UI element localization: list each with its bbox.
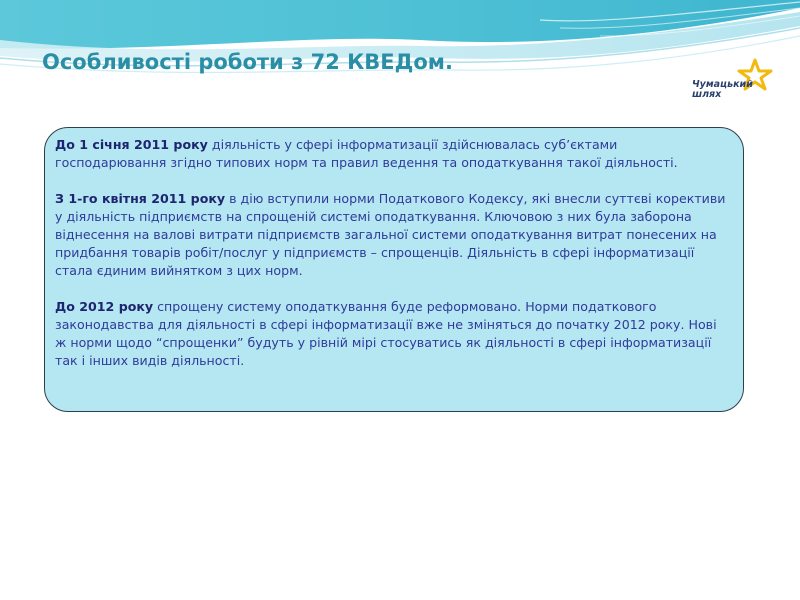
paragraph-lead: До 2012 року [55,299,154,314]
paragraph [55,190,731,280]
slide-title: Особливості роботи з 72 КВЕДом. [42,50,453,74]
paragraph [55,298,731,370]
logo-text-line: шлях [692,89,722,100]
logo-text [692,80,753,100]
paragraph [55,136,731,172]
content-box [44,127,744,412]
logo [688,58,778,110]
paragraph-text: в дію вступили норми Податкового Кодексу, які внесли суттєві корективи у діяльність підприємств на спрощеній системі оподаткування. Ключовою з них була заборона віднесення на валові витрати підприємств загальної системи оподаткування витрат понесених на придбання товарів робіт/послуг у підприємств – спрощенців. Діяльність в сфері інформатизації стала єдиним вийнятком з цих норм. [55,191,726,278]
paragraph-text: спрощену систему оподаткування буде реформовано. Норми податкового законодавства для діяльності в сфері інформатизації вже не зміняться до початку 2012 року. Нові ж норми щодо “спрощенки” будуть у рівній мірі стосуватись як діяльності в сфері інформатизації так і інших видів діяльності. [55,299,717,368]
paragraph-lead: До 1 січня 2011 року [55,137,208,152]
paragraph-text: діяльність у сфері інформатизації здійснювалась суб’єктами господарювання згідно типових норм та правил ведення та оподаткування такої діяльності. [55,137,678,170]
logo-text-line: Чумацький [692,79,753,90]
paragraph-lead: З 1-го квітня 2011 року [55,191,226,206]
